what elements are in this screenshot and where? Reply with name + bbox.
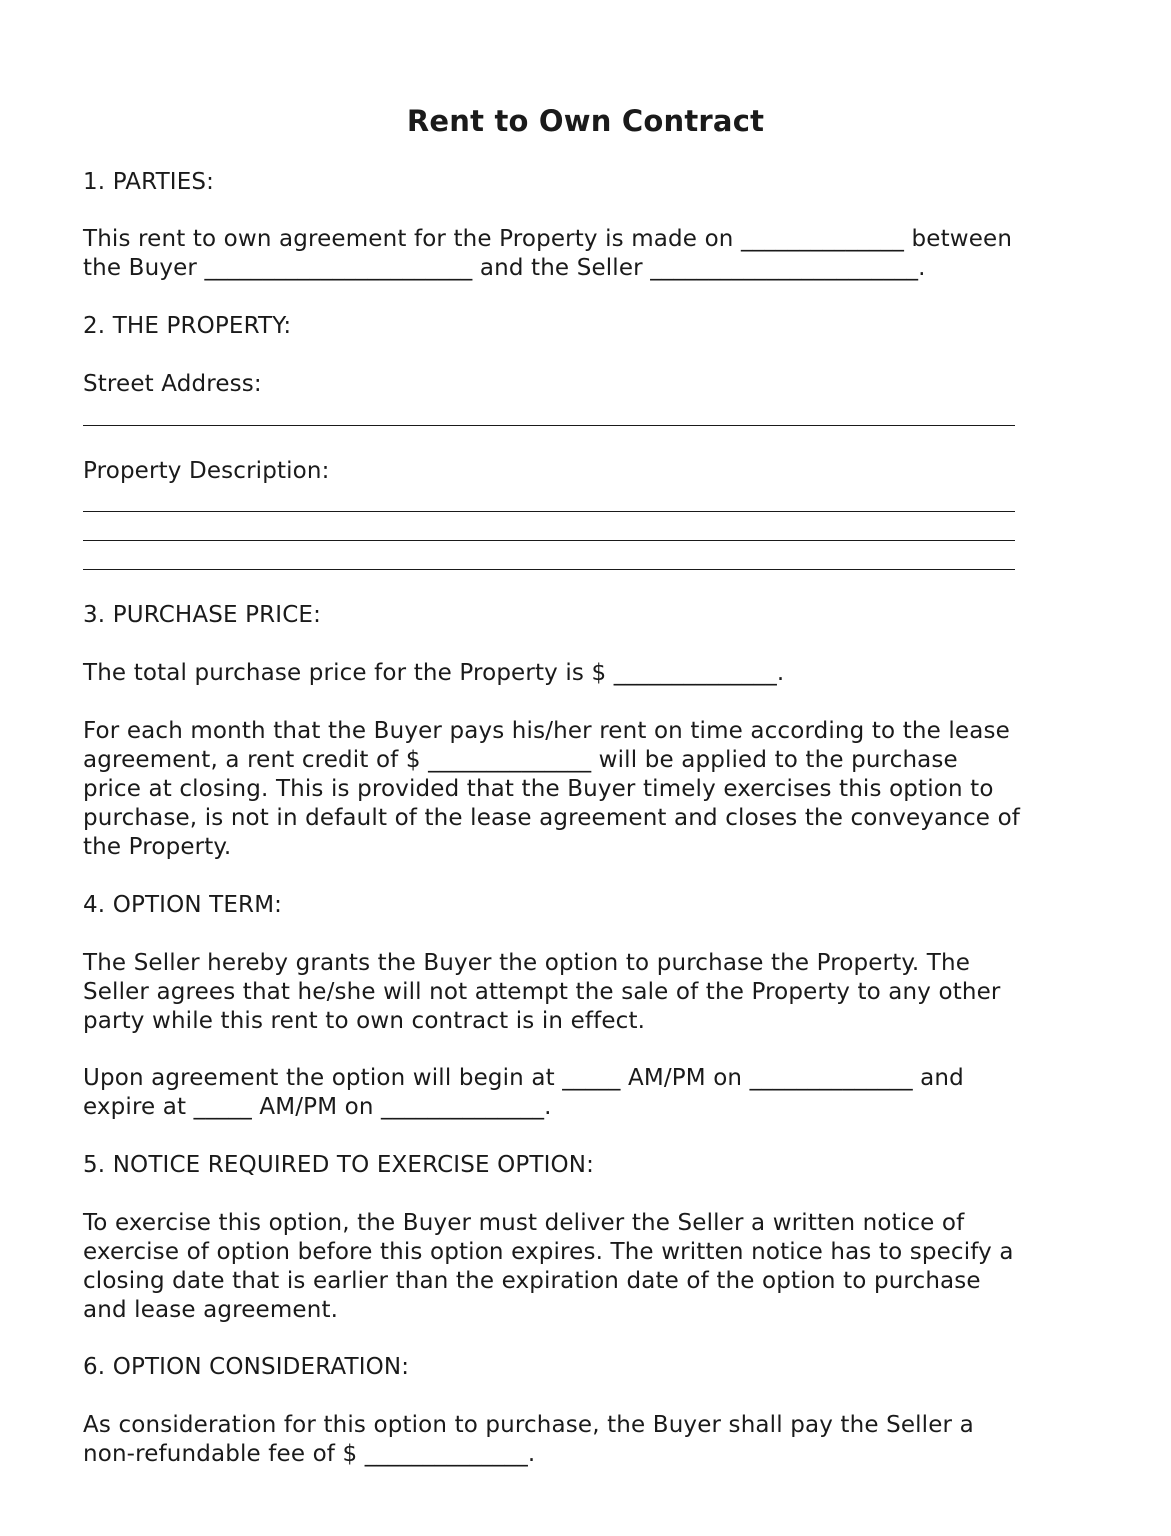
section-3-heading: 3. PURCHASE PRICE: <box>83 602 322 628</box>
consideration-line-1: As consideration for this option to purchase, the Buyer shall pay the Seller a <box>83 1412 974 1438</box>
parties-line-1: This rent to own agreement for the Property is made on ______________ between <box>83 226 1013 252</box>
purchase-price-line: The total purchase price for the Property is $ ______________. <box>83 660 785 686</box>
notice-line-2: exercise of option before this option expires. The written notice has to specify a <box>83 1239 1014 1265</box>
section-4-heading: 4. OPTION TERM: <box>83 892 283 918</box>
rent-credit-line-1: For each month that the Buyer pays his/her rent on time according to the lease <box>83 718 1010 744</box>
notice-line-4: and lease agreement. <box>83 1297 339 1323</box>
section-1-heading: 1. PARTIES: <box>83 169 215 195</box>
rent-credit-line-3: price at closing. This is provided that the Buyer timely exercises this option to <box>83 776 994 802</box>
street-address-blank <box>83 425 1015 426</box>
property-description-blank-2 <box>83 540 1015 541</box>
property-description-label: Property Description: <box>83 458 330 484</box>
rent-credit-line-4: purchase, is not in default of the lease agreement and closes the conveyance of <box>83 805 1021 831</box>
option-grant-line-1: The Seller hereby grants the Buyer the option to purchase the Property. The <box>83 950 971 976</box>
option-grant-line-3: party while this rent to own contract is in effect. <box>83 1008 646 1034</box>
option-term-line-1: Upon agreement the option will begin at _____ AM/PM on ______________ and <box>83 1065 964 1091</box>
section-6-heading: 6. OPTION CONSIDERATION: <box>83 1354 410 1380</box>
notice-line-3: closing date that is earlier than the expiration date of the option to purchase <box>83 1268 981 1294</box>
section-5-heading: 5. NOTICE REQUIRED TO EXERCISE OPTION: <box>83 1152 595 1178</box>
notice-line-1: To exercise this option, the Buyer must deliver the Seller a written notice of <box>83 1210 965 1236</box>
document-title: Rent to Own Contract <box>406 104 765 138</box>
property-description-blank-3 <box>83 569 1015 570</box>
consideration-line-2: non-refundable fee of $ ______________. <box>83 1441 536 1467</box>
option-term-line-2: expire at _____ AM/PM on ______________. <box>83 1094 552 1120</box>
section-2-heading: 2. THE PROPERTY: <box>83 313 292 339</box>
option-grant-line-2: Seller agrees that he/she will not attempt the sale of the Property to any other <box>83 979 1001 1005</box>
street-address-label: Street Address: <box>83 371 262 397</box>
rent-credit-line-2: agreement, a rent credit of $ ______________ will be applied to the purchase <box>83 747 958 773</box>
rent-credit-line-5: the Property. <box>83 834 232 860</box>
parties-line-2: the Buyer _______________________ and the Seller _______________________. <box>83 255 926 281</box>
property-description-blank-1 <box>83 511 1015 512</box>
